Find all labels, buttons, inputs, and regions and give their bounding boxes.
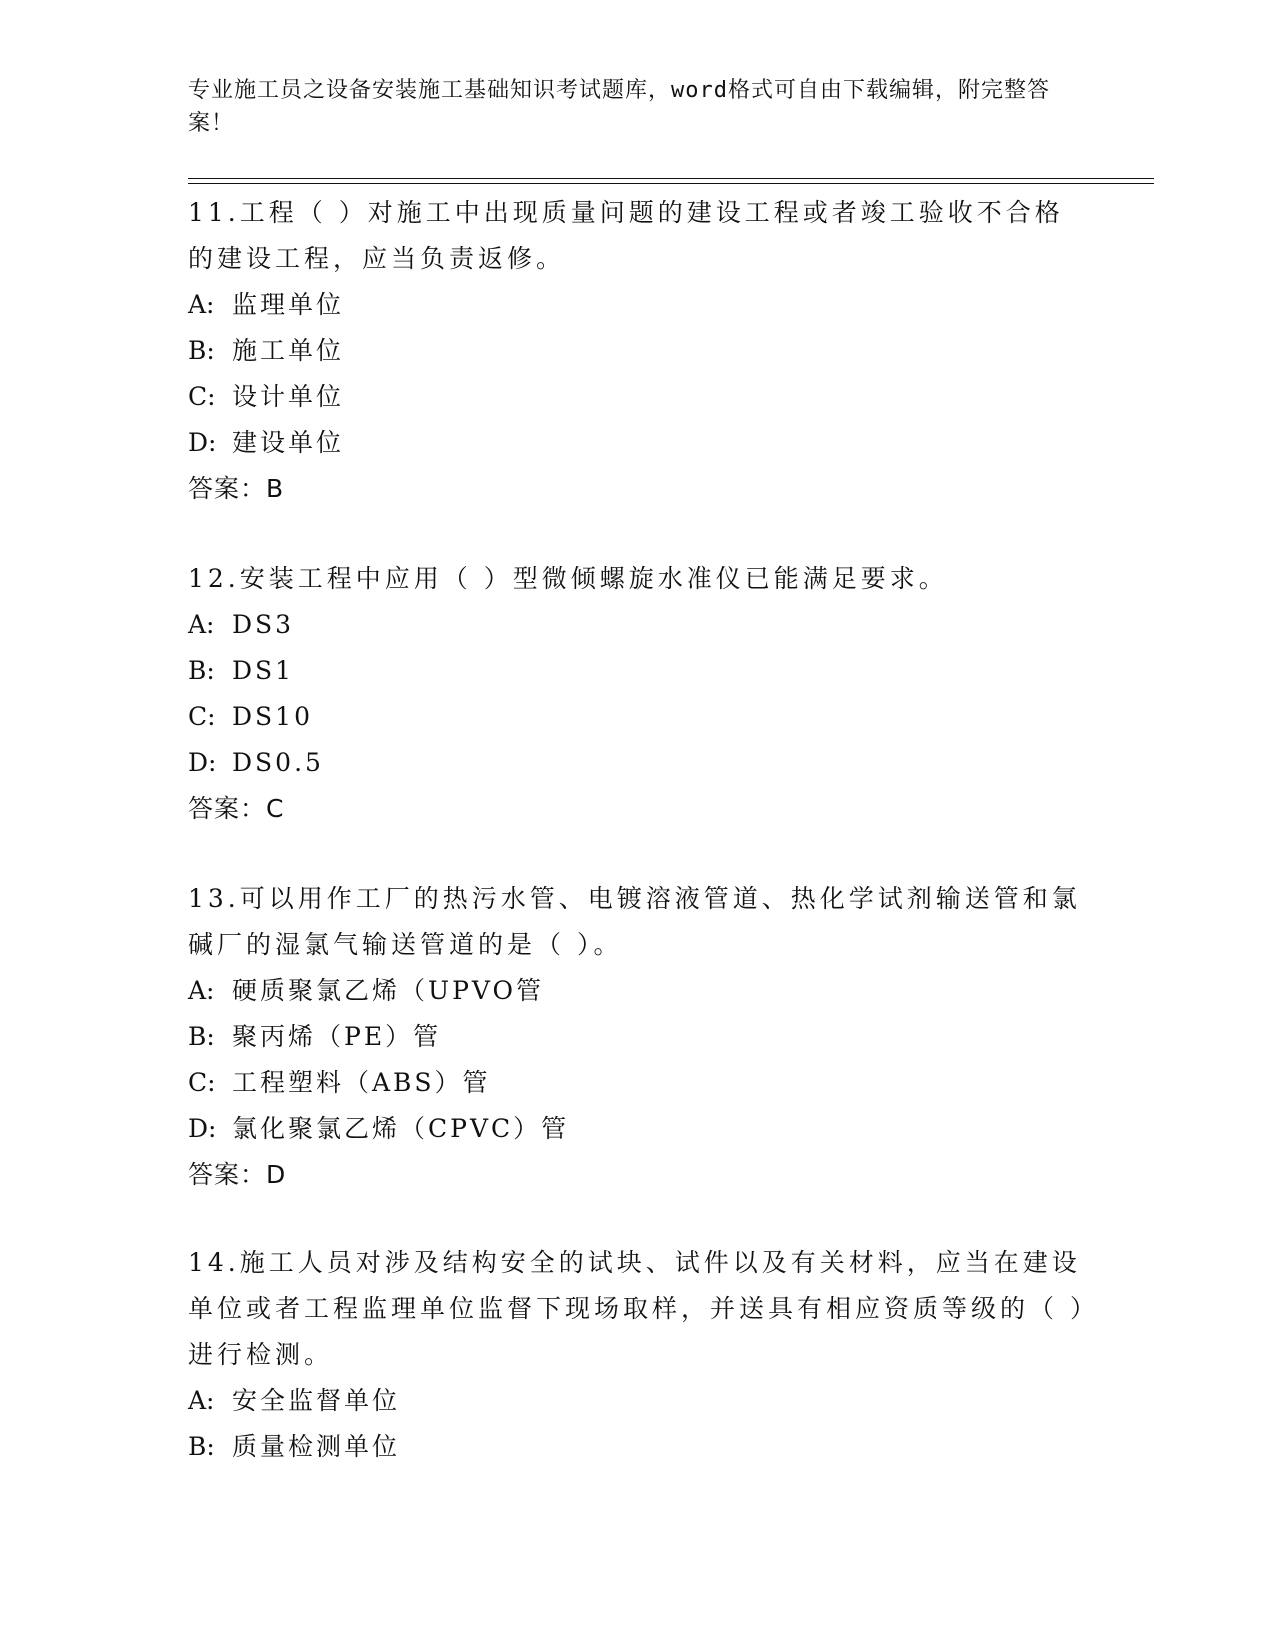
- option-c: [188, 374, 1088, 420]
- option-letter: C:: [188, 702, 216, 731]
- option-text: 质量检测单位: [232, 1432, 401, 1461]
- option-text: 工程塑料（ABS）管: [232, 1068, 491, 1097]
- question-stem: 14.施工人员对涉及结构安全的试块、试件以及有关材料，应当在建设单位或者工程监理单位监督下现场取样，并送具有相应资质等级的（ ）进行检测。: [188, 1248, 1087, 1369]
- option-text: 建设单位: [232, 428, 345, 457]
- header-rule-bottom: [188, 183, 1154, 184]
- answer-line: 答案：B: [188, 474, 285, 503]
- option-text: DS0.5: [232, 748, 324, 777]
- option-b: [188, 648, 1088, 694]
- option-letter: C:: [188, 1068, 216, 1097]
- option-d: [188, 420, 1088, 466]
- option-text: 安全监督单位: [232, 1386, 401, 1415]
- option-letter: B:: [188, 656, 215, 685]
- option-text: 监理单位: [232, 290, 345, 319]
- option-b: [188, 1424, 1088, 1470]
- page-header: 专业施工员之设备安装施工基础知识考试题库，word格式可自由下载编辑，附完整答案！: [188, 78, 1050, 136]
- option-text: 施工单位: [232, 336, 345, 365]
- option-letter: C:: [188, 382, 216, 411]
- option-text: 设计单位: [232, 382, 345, 411]
- option-text: 聚丙烯（PE）管: [232, 1022, 442, 1051]
- option-b: [188, 1014, 1088, 1060]
- option-letter: A:: [188, 1386, 215, 1415]
- header-rule-top: [188, 178, 1154, 179]
- question-stem: 13.可以用作工厂的热污水管、电镀溶液管道、热化学试剂输送管和氯碱厂的湿氯气输送管道的是（ ）。: [188, 884, 1081, 959]
- option-c: [188, 1060, 1088, 1106]
- option-d: [188, 1106, 1088, 1152]
- answer-line: 答案：C: [188, 794, 285, 823]
- answer-line: 答案：D: [188, 1160, 287, 1189]
- option-letter: B:: [188, 1022, 215, 1051]
- option-text: DS10: [232, 702, 313, 731]
- option-b: [188, 328, 1088, 374]
- option-letter: B:: [188, 1432, 215, 1461]
- question-stem: 12.安装工程中应用（ ）型微倾螺旋水准仪已能满足要求。: [188, 564, 948, 593]
- option-a: [188, 968, 1088, 1014]
- option-letter: B:: [188, 336, 215, 365]
- option-letter: A:: [188, 976, 215, 1005]
- option-letter: A:: [188, 610, 215, 639]
- option-text: 硬质聚氯乙烯（UPVO管: [232, 976, 545, 1005]
- option-a: [188, 602, 1088, 648]
- option-a: [188, 1378, 1088, 1424]
- option-letter: D:: [188, 428, 217, 457]
- question-stem: 11.工程（ ）对施工中出现质量问题的建设工程或者竣工验收不合格的建设工程，应当负责返修。: [188, 198, 1064, 273]
- option-c: [188, 694, 1088, 740]
- option-d: [188, 740, 1088, 786]
- option-a: [188, 282, 1088, 328]
- option-text: DS1: [232, 656, 295, 685]
- question-12: [188, 556, 1088, 832]
- option-letter: D:: [188, 1114, 217, 1143]
- option-text: DS3: [232, 610, 295, 639]
- question-13: [188, 876, 1088, 1198]
- question-14: [188, 1240, 1088, 1470]
- question-11: [188, 190, 1088, 512]
- option-letter: A:: [188, 290, 215, 319]
- option-text: 氯化聚氯乙烯（CPVC）管: [232, 1114, 570, 1143]
- option-letter: D:: [188, 748, 217, 777]
